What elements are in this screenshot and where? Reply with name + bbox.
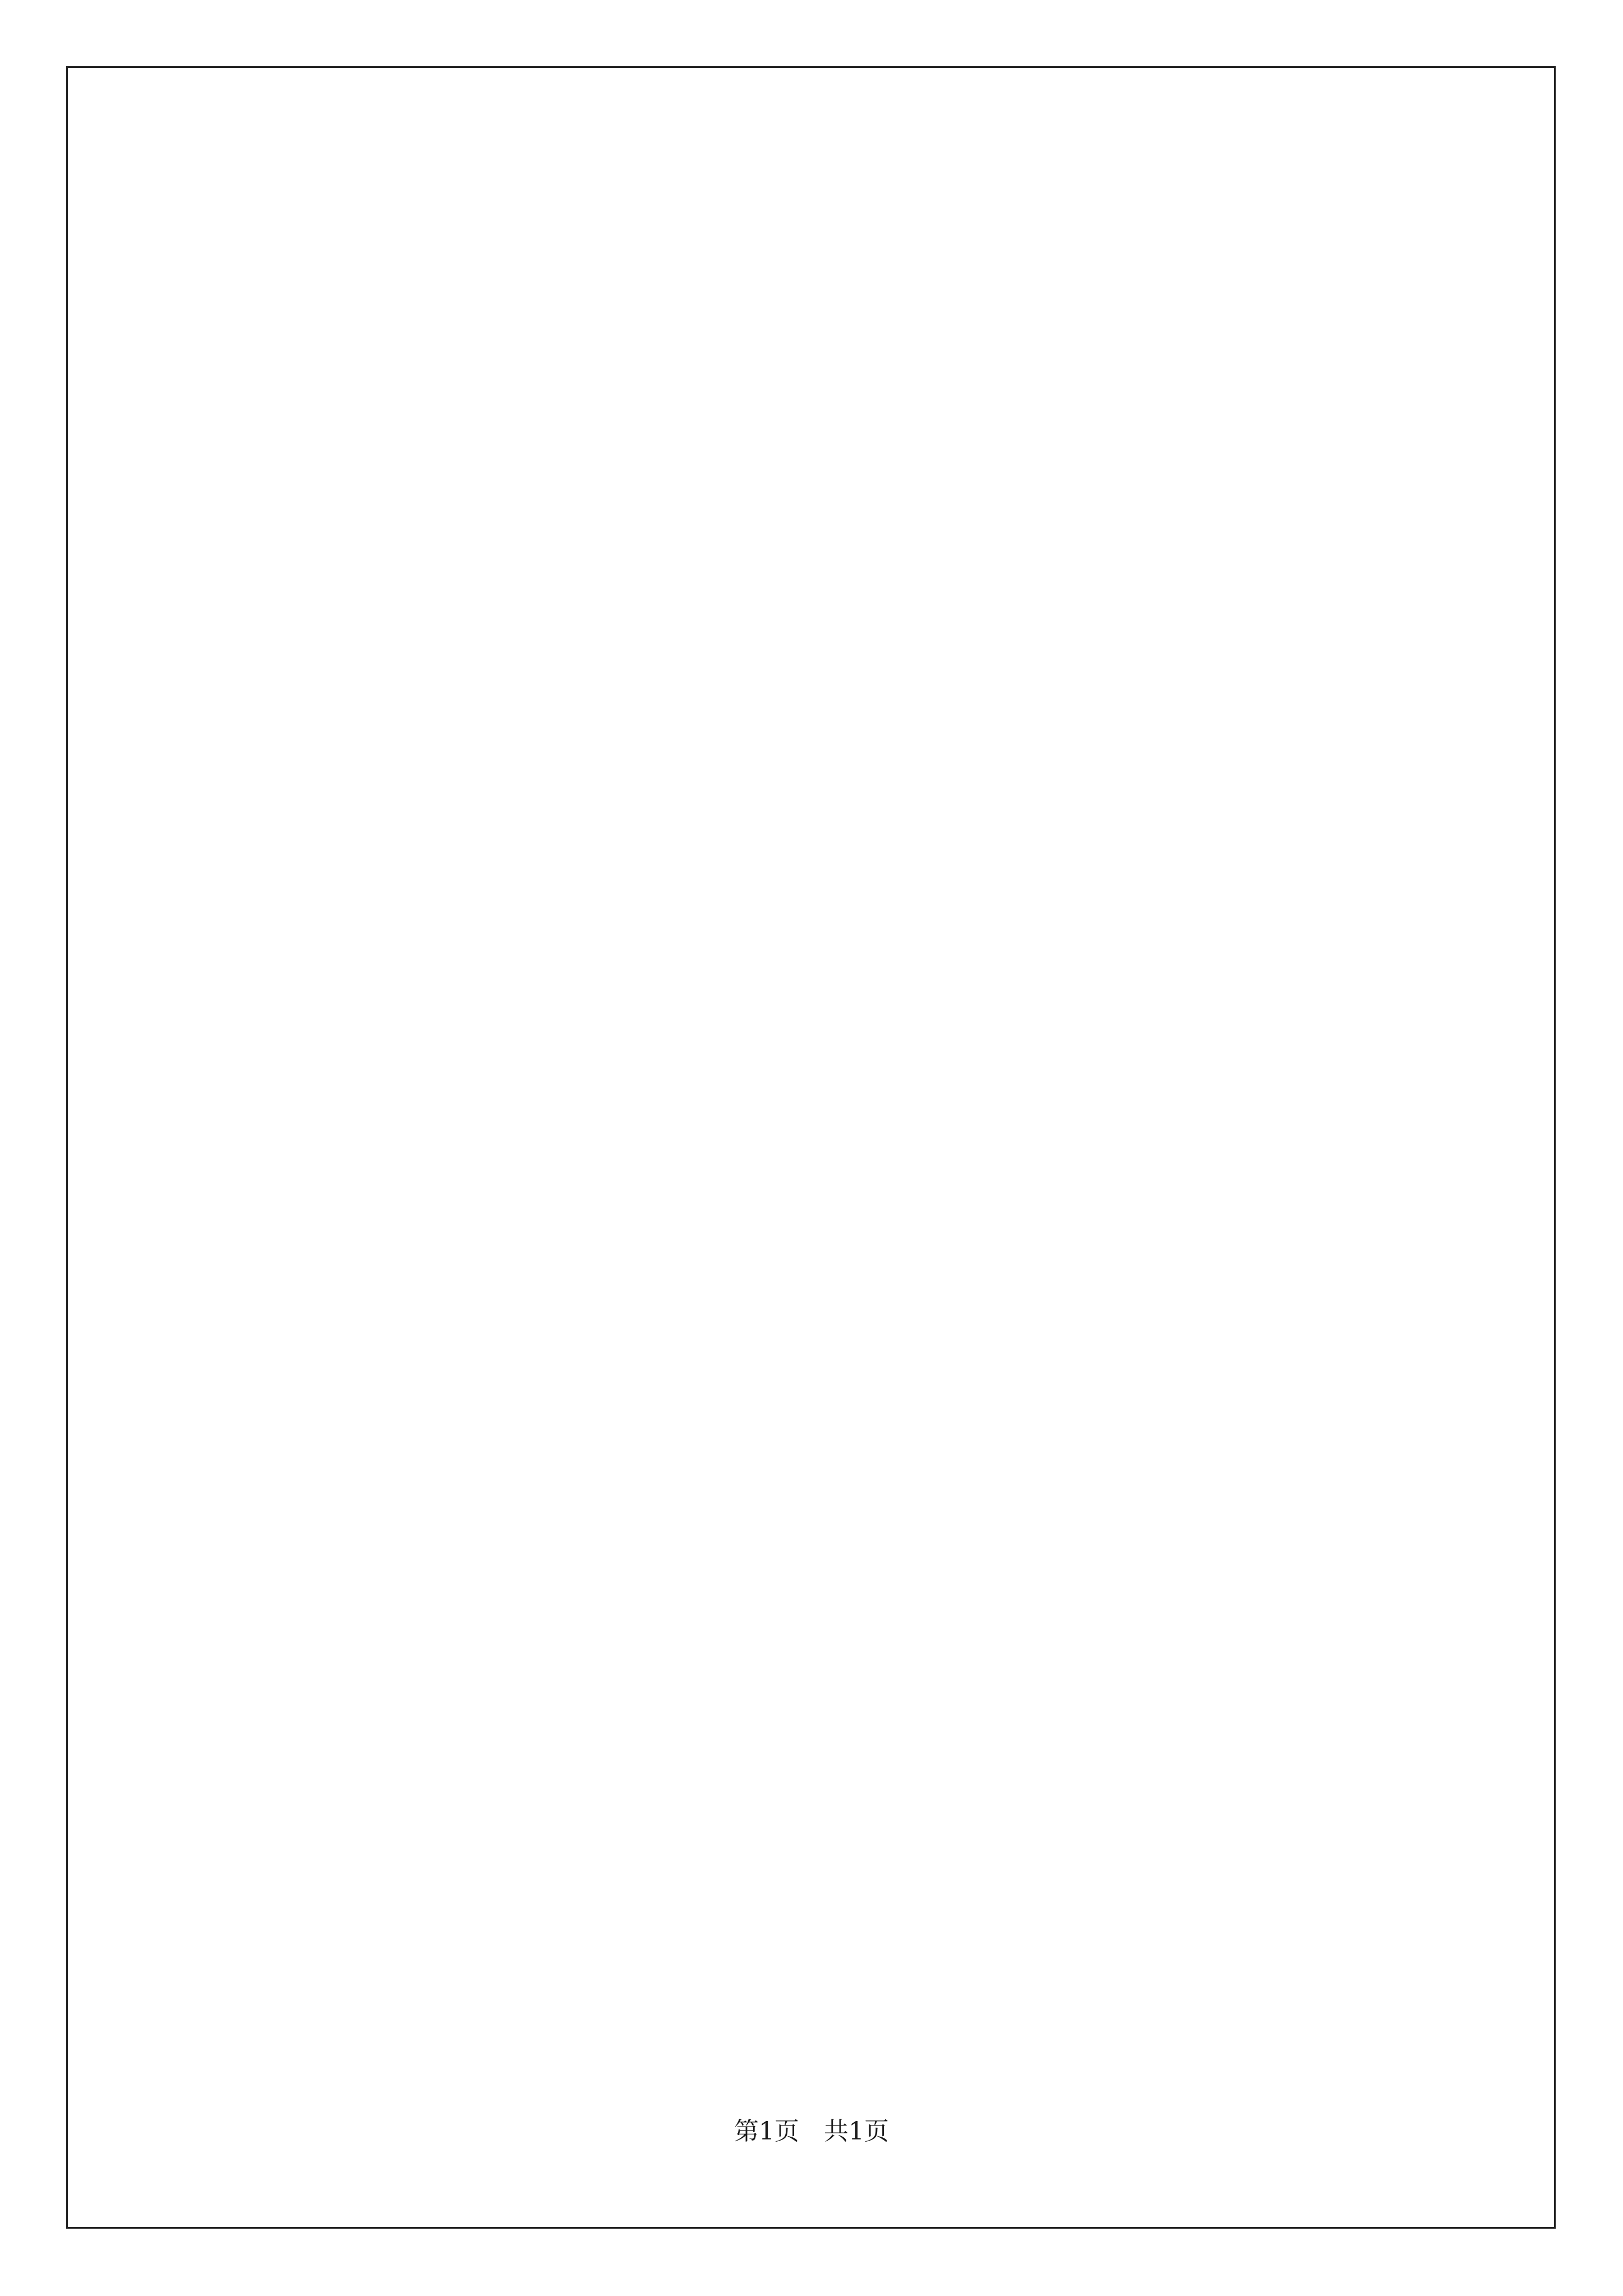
text-line — [199, 1658, 1427, 1761]
text-line — [199, 1452, 1427, 1555]
document-body — [199, 213, 1427, 1968]
text-line — [199, 1761, 1427, 1865]
text-line — [199, 1142, 1427, 1245]
text-line — [199, 316, 1427, 420]
text-line — [199, 420, 1427, 523]
text-line — [199, 523, 1427, 626]
text-line — [199, 626, 1427, 729]
page-footer: 第1页 共1页 — [734, 2117, 889, 2146]
text-line — [199, 1039, 1427, 1142]
text-line — [199, 1349, 1427, 1452]
text-line — [199, 729, 1427, 832]
text-line — [199, 1245, 1427, 1349]
text-line — [199, 1555, 1427, 1658]
text-line — [199, 213, 1427, 316]
text-line — [199, 1865, 1427, 1968]
text-line — [199, 936, 1427, 1039]
text-line — [199, 832, 1427, 936]
